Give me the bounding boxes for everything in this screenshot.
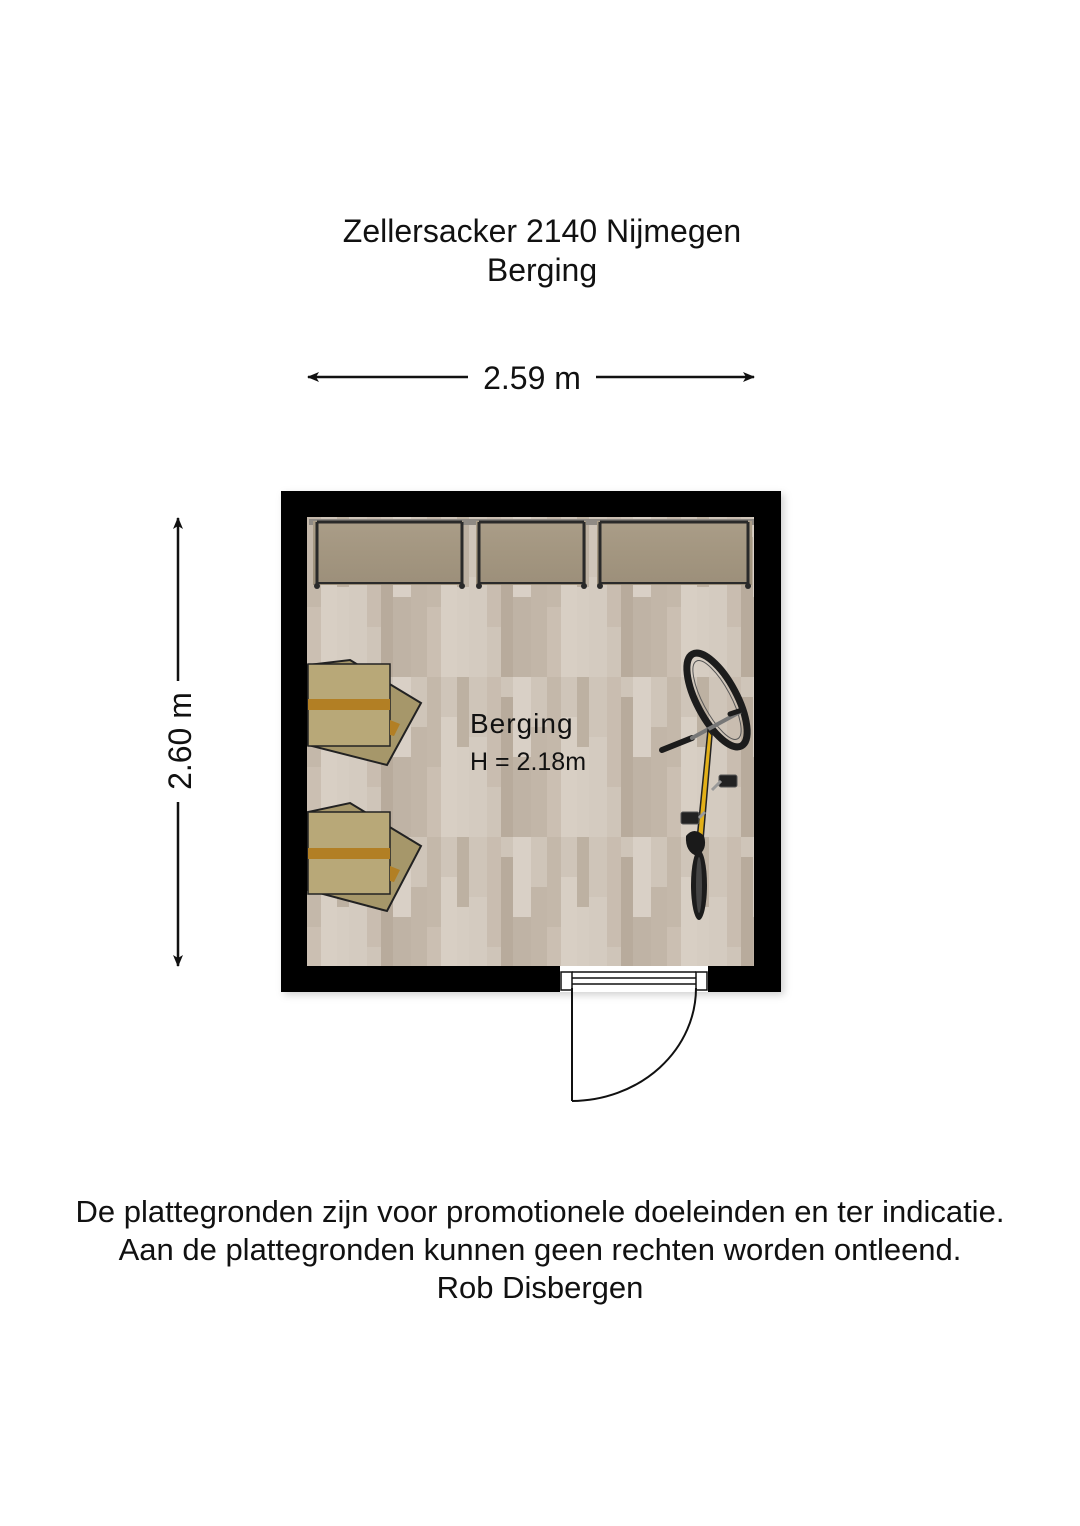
door-swing[interactable] xyxy=(572,988,696,1101)
shelving-unit xyxy=(476,521,587,589)
address-title: Zellersacker 2140 Nijmegen xyxy=(342,213,742,249)
shelving-unit xyxy=(313,521,465,589)
room-height-label: H = 2.18m xyxy=(470,748,587,776)
disclaimer-line-1: De plattegronden zijn voor promotionele doeleinden en ter indicatie. xyxy=(75,1194,1005,1229)
author-credit: Rob Disbergen xyxy=(436,1270,644,1305)
disclaimer-line-2: Aan de plattegronden kunnen geen rechten worden ontleend. xyxy=(118,1232,962,1267)
shelving-unit xyxy=(597,521,752,589)
depth-dimension-label: 2.60 m xyxy=(160,681,200,801)
floor-name-title: Berging xyxy=(486,252,598,288)
width-dimension-label: 2.59 m xyxy=(472,358,592,398)
room-name-label: Berging xyxy=(470,708,574,739)
shelving-units xyxy=(309,519,754,589)
door-frame xyxy=(560,966,708,992)
